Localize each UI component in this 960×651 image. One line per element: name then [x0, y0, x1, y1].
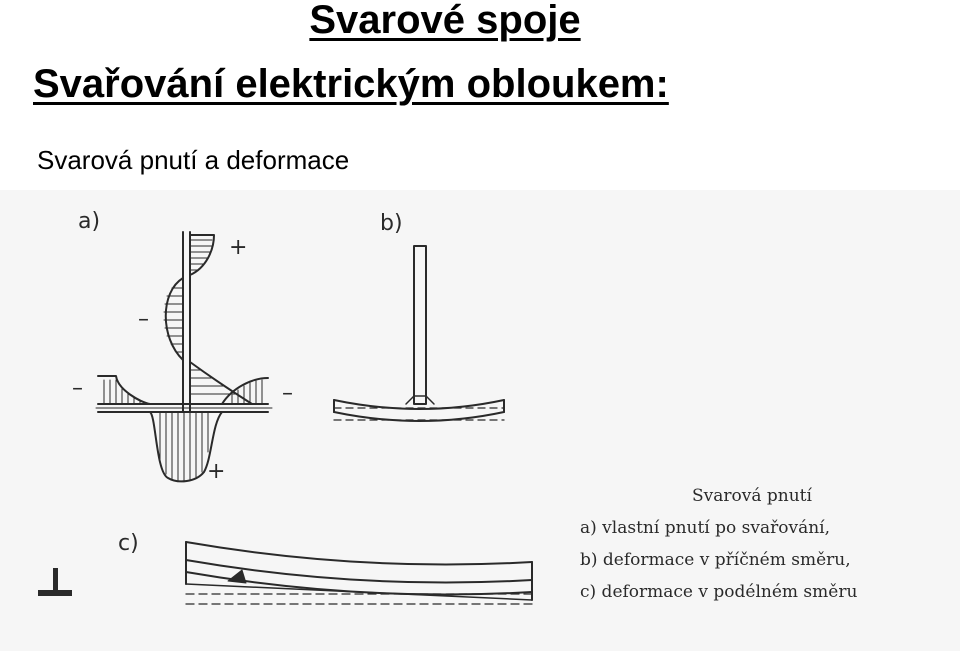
panel-c-beam-side-view	[186, 542, 532, 604]
panel-label-b: b)	[380, 211, 403, 236]
panel-c-small-tee-icon	[38, 568, 72, 596]
caption-title: Svarová pnutí	[692, 486, 812, 506]
sign-minus-left: –	[72, 376, 83, 401]
section-heading: Svarová pnutí a deformace	[37, 145, 350, 175]
page-title: Svarové spoje	[309, 0, 581, 42]
caption-item-b: b) deformace v příčném směru,	[580, 550, 851, 570]
panel-label-a: a)	[78, 209, 101, 234]
figure-caption	[580, 480, 857, 608]
page-subtitle: Svařování elektrickým obloukem:	[33, 62, 669, 106]
sign-plus-bottom: +	[207, 459, 226, 484]
sign-minus-web: –	[138, 307, 149, 332]
sign-minus-right: –	[282, 381, 293, 406]
panel-label-c: c)	[118, 531, 139, 556]
stress-curve-web	[164, 235, 252, 404]
sign-plus-top: +	[229, 235, 248, 260]
panel-b-tee-section	[334, 246, 504, 421]
caption-item-a: a) vlastní pnutí po svařování,	[580, 518, 831, 538]
caption-item-c: c) deformace v podélném směru	[580, 582, 858, 602]
